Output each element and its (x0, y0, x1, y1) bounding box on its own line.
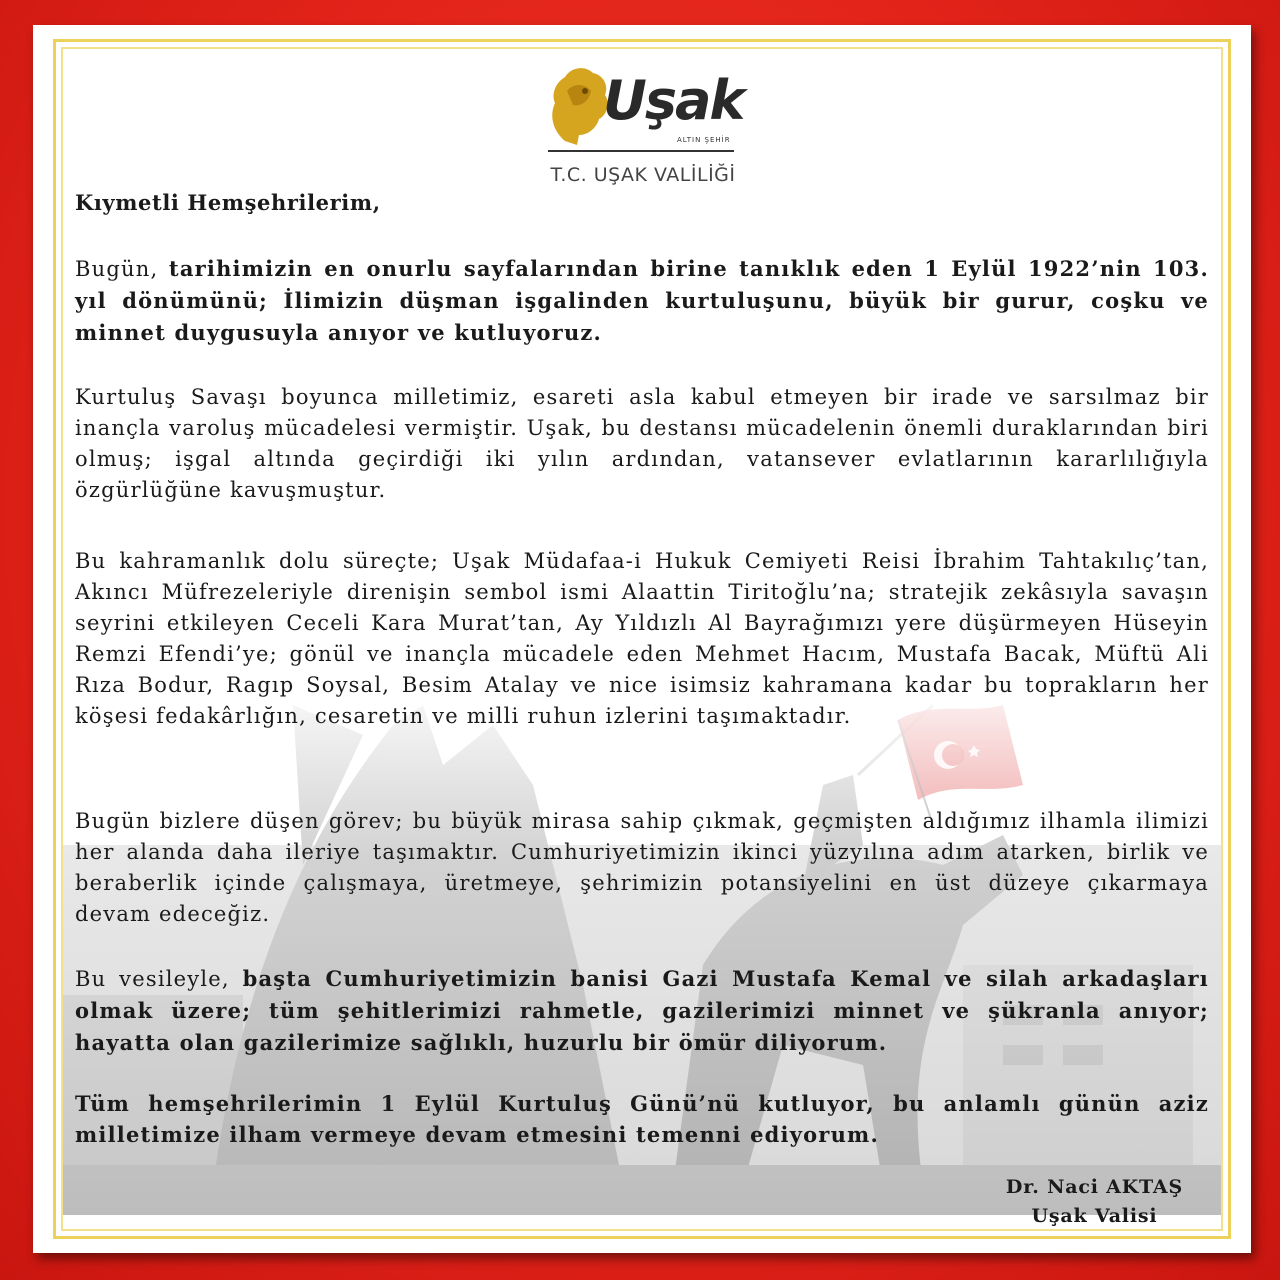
logo-organization: T.C. UŞAK VALİLİĞİ (550, 164, 736, 186)
paragraph-1 (75, 253, 1209, 349)
paragraph-4: Bugün bizlere düşen görev; bu büyük mirasa sahip çıkmak, geçmişten aldığımız ilhamla ilimizi her alanda daha ileriye taşımaktır. Cumhuriyetimizin ikinci yüzyılına adım atarken, birlik ve beraberlik içinde çalışmaya, üretmeye, şehrimizin potansiyelini en üst düzeye çıkarmaya devam edeceğiz. (75, 809, 1209, 926)
logo-divider (548, 150, 734, 152)
logo-brand: Uşak (603, 69, 744, 132)
paragraph-1-lead: Bugün, (75, 257, 169, 281)
paragraph-6: Tüm hemşehrilerimin 1 Eylül Kurtuluş Günü’nü kutluyor, bu anlamlı günün aziz milletimize ilham vermeye devam etmesini temenni ediyorum. (75, 1091, 1209, 1147)
paragraph-5-bold: başta Cumhuriyetimizin banisi Gazi Mustafa Kemal ve silah arkadaşları olmak üzere; tüm şehitlerimizi rahmetle, gazilerimizi minnet ve şükranla anıyor; hayatta olan gazilerimize sağlıklı, huzurlu bir ömür diliyorum. (75, 966, 1209, 1055)
greeting: Kıymetli Hemşehrilerim, (75, 190, 381, 215)
letter-page (33, 25, 1251, 1253)
paragraph-5-lead: Bu vesileyle, (75, 967, 243, 991)
signature-name: Dr. Naci AKTAŞ (1005, 1176, 1183, 1198)
usak-logo (545, 61, 745, 191)
logo-tagline: ALTIN ŞEHİR (677, 136, 731, 144)
paragraph-5 (75, 963, 1209, 1059)
paragraph-1-bold: tarihimizin en onurlu sayfalarından birine tanıklık eden 1 Eylül 1922’nin 103. yıl dönümünü; İlimizin düşman işgalinden kurtuluşunu, büyük bir gurur, coşku ve minnet duygusuyla anıyor ve kutluyoruz. (75, 256, 1209, 345)
paragraph-2: Kurtuluş Savaşı boyunca milletimiz, esareti asla kabul etmeyen bir irade ve sarsılmaz bir inançla varoluş mücadelesi vermiştir. Uşak, bu destansı mücadelenin önemli duraklarından biri olmuş; işgal altında geçirdiği iki yılın ardından, vatansever evlatlarının kararlılığıyla özgürlüğüne kavuşmuştur. (75, 385, 1209, 502)
signature-title: Uşak Valisi (1031, 1205, 1158, 1227)
paragraph-3: Bu kahramanlık dolu süreçte; Uşak Müdafaa-i Hukuk Cemiyeti Reisi İbrahim Tahtakılıç’tan, Akıncı Müfrezeleriyle direnişin sembol ismi Alaattin Tiritoğlu’na; stratejik zekâsıyla savaşın seyrini etkileyen Ceceli Kara Murat’tan, Ay Yıldızlı Al Bayrağımızı yere düşürmeyen Hüseyin Remzi Efendi’ye; gönül ve inançla mücadele eden Mehmet Hacım, Mustafa Bacak, Müftü Ali Rıza Bodur, Ragıp Soysal, Besim Atalay ve nice isimsiz kahramana kadar bu toprakların her köşesi fedakârlığın, cesaretin ve milli ruhun izlerini taşımaktadır. (75, 549, 1209, 728)
signature-block (1006, 1173, 1183, 1231)
